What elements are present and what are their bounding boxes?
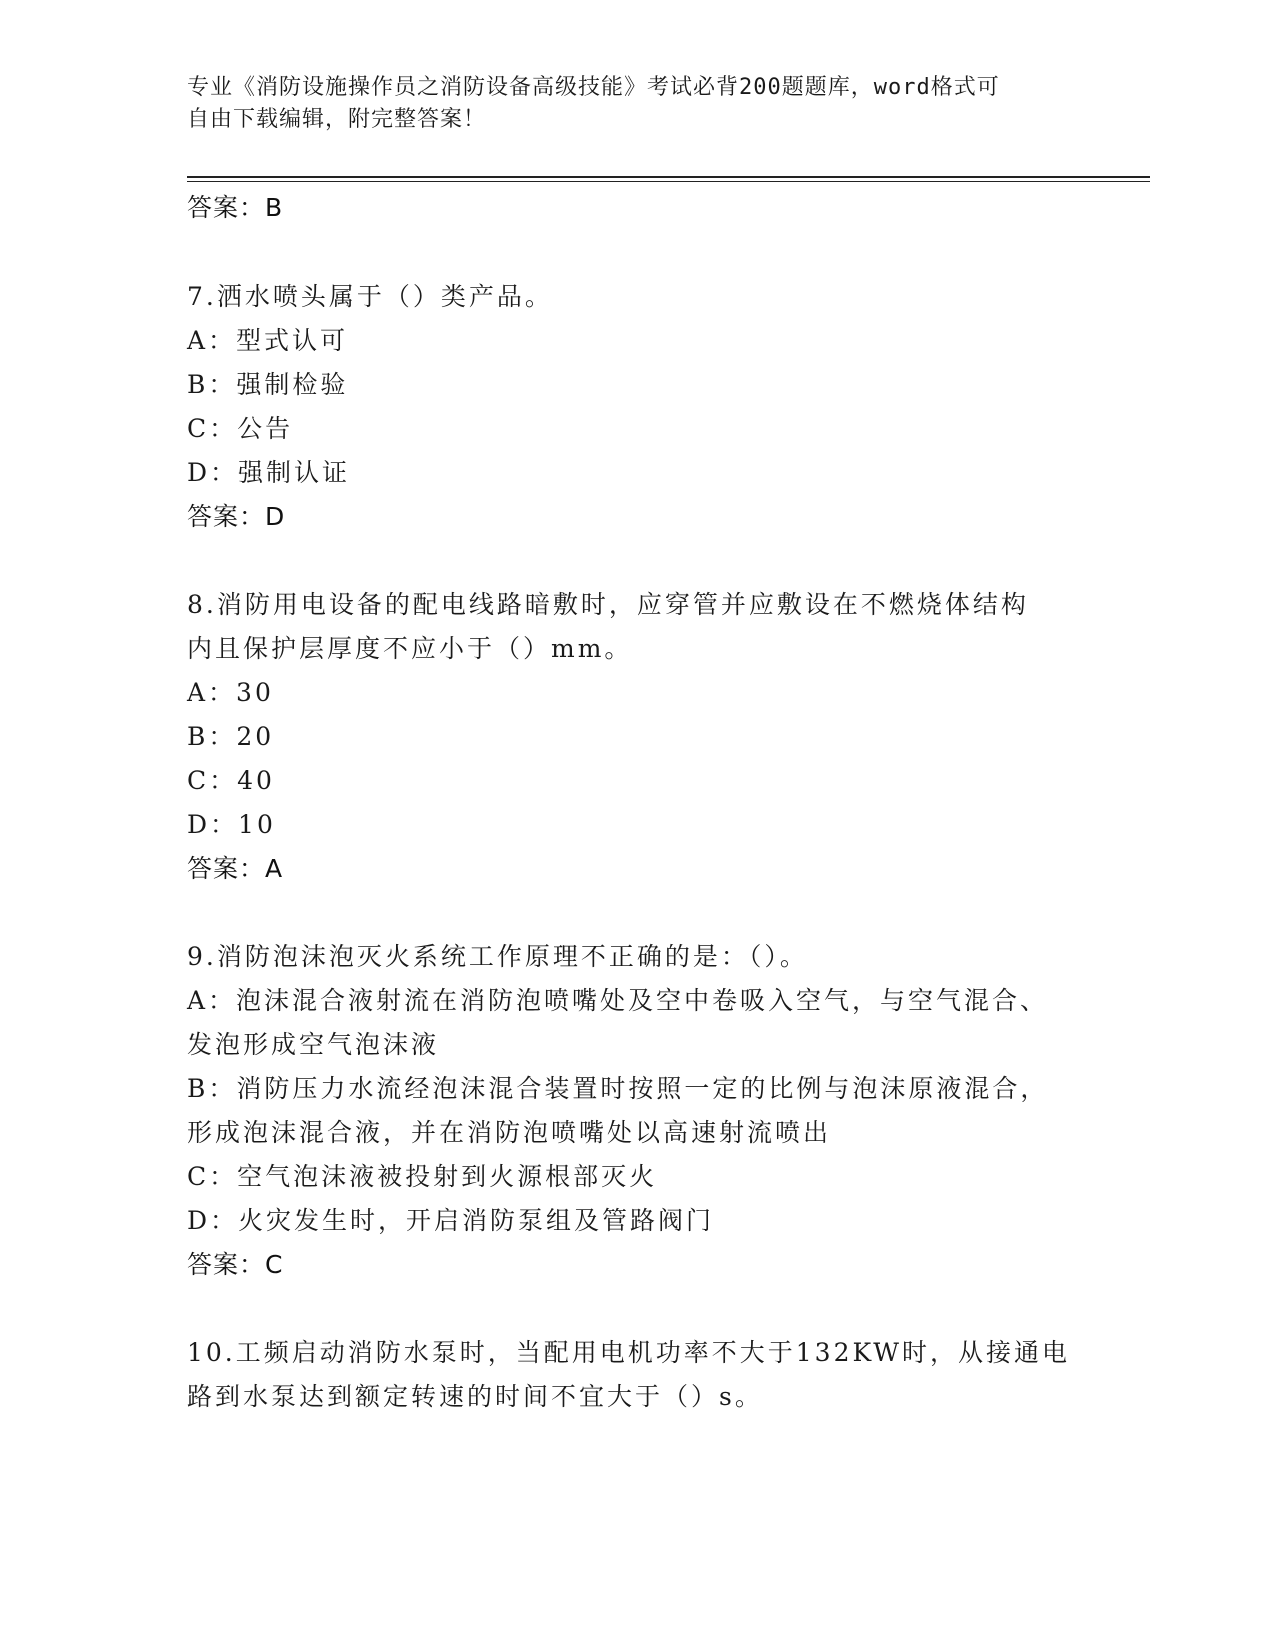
question-9-option-d: D：火灾发生时，开启消防泵组及管路阀门 <box>187 1206 715 1235</box>
question-7-option-b: B：强制检验 <box>187 370 349 399</box>
question-8-stem-line-1: 8.消防用电设备的配电线路暗敷时，应穿管并应敷设在不燃烧体结构 <box>187 590 1029 619</box>
answer-previous: 答案：B <box>187 193 284 222</box>
question-9-answer: 答案：C <box>187 1250 284 1279</box>
header-line-2: 自由下载编辑，附完整答案！ <box>187 107 487 132</box>
question-8-option-b: B：20 <box>187 722 275 751</box>
question-10-stem-line-1: 10.工频启动消防水泵时，当配用电机功率不大于132KW时，从接通电 <box>187 1338 1070 1367</box>
question-7-option-a: A：型式认可 <box>187 326 349 355</box>
question-7-stem: 7.洒水喷头属于（）类产品。 <box>187 282 553 311</box>
question-7-option-d: D：强制认证 <box>187 458 351 487</box>
document-header <box>187 72 1087 136</box>
question-9-stem: 9.消防泡沫泡灭火系统工作原理不正确的是：（）。 <box>187 942 808 971</box>
question-9-option-b-cont: 形成泡沫混合液，并在消防泡喷嘴处以高速射流喷出 <box>187 1118 832 1147</box>
question-8-answer: 答案：A <box>187 854 284 883</box>
question-9-option-a: A：泡沫混合液射流在消防泡喷嘴处及空中卷吸入空气，与空气混合、 <box>187 986 1049 1015</box>
question-8-stem-line-2: 内且保护层厚度不应小于（）mm。 <box>187 634 633 663</box>
question-9-option-b: B：消防压力水流经泡沫混合装置时按照一定的比例与泡沫原液混合， <box>187 1074 1049 1103</box>
question-8-option-c: C：40 <box>187 766 275 795</box>
header-divider-bottom <box>187 181 1150 182</box>
question-8-option-a: A：30 <box>187 678 274 707</box>
question-7-answer: 答案：D <box>187 502 286 531</box>
question-9-option-c: C：空气泡沫液被投射到火源根部灭火 <box>187 1162 658 1191</box>
question-7-option-c: C：公告 <box>187 414 294 443</box>
question-9-option-a-cont: 发泡形成空气泡沫液 <box>187 1030 440 1059</box>
header-line-1: 专业《消防设施操作员之消防设备高级技能》考试必背200题题库，word格式可 <box>187 75 1000 100</box>
question-10-stem-line-2: 路到水泵达到额定转速的时间不宜大于（）s。 <box>187 1382 763 1411</box>
header-divider-top <box>187 176 1150 178</box>
question-8-option-d: D：10 <box>187 810 276 839</box>
